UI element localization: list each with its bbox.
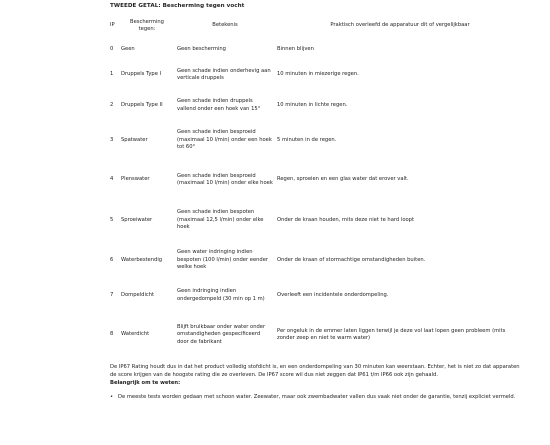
cell-meaning: Geen schade indien bespoten (maximaal 12,5 l/min) onder elke hoek (177, 209, 264, 231)
cell-ip: 5 (110, 216, 114, 223)
cell-ip: 1 (110, 71, 114, 78)
cell-meaning: Geen schade indien onderhevig aan verticale druppels (177, 67, 271, 81)
cell-practical: Onder de kraan houden, mits deze niet te hard loopt (277, 216, 414, 223)
cell-practical: 5 minuten in de regen. (277, 136, 337, 143)
cell-protection: Dompeldicht (121, 291, 155, 298)
cell-ip: 2 (110, 101, 114, 108)
cell-practical: 10 minuten in lichte regen. (277, 101, 348, 108)
ip67-paragraph: De IP67 Rating houdt dus in dat het product volledig stofdicht is, en een onderdompeling van 30 minuten kan weerstaan. Echter, het is niet zo dat apparaten de score krijgen van de hoogste rating die ze overleven. De IP67 score wil dus niet zeggen dat IP61 t/m IP66 ook zijn gehaald. (110, 364, 520, 378)
cell-ip: 3 (110, 136, 114, 143)
cell-meaning: Geen schade indien besproeid (maximaal 10 l/min) onder elke hoek (177, 172, 273, 186)
cell-practical: Per ongeluk in de emmer laten liggen terwijl je deze vol laat lopen geen probleem (mits zonder zeep en niet te warm water) (277, 327, 506, 341)
cell-ip: 4 (110, 176, 114, 183)
cell-protection: Druppels Type I (121, 71, 162, 78)
cell-protection: Druppels Type II (121, 101, 163, 108)
header-ip: IP (110, 22, 115, 29)
cell-meaning: Geen schade indien druppels vallend onder een hoek van 15° (177, 98, 261, 112)
cell-ip: 6 (110, 256, 114, 263)
table-row (110, 60, 525, 90)
cell-protection: Sproeiwater (121, 216, 153, 223)
cell-protection: Spatwater (121, 136, 148, 143)
table-row (110, 40, 525, 60)
cell-practical: Regen, sproeien en een glas water dat erover valt. (277, 176, 409, 183)
table-row (110, 241, 525, 280)
table-row (110, 90, 525, 121)
important-label: Belangrijk om te weten: (110, 380, 181, 386)
cell-meaning: Geen bescherming (177, 46, 226, 53)
table-body (110, 40, 525, 359)
ip-moisture-table (110, 12, 525, 359)
cell-protection: Waterdicht (121, 331, 150, 338)
header-meaning: Betekenis (212, 22, 238, 29)
cell-meaning: Blijft bruikbaar onder water onder omstandigheden gespecificeerd door de fabrikant (177, 323, 266, 345)
table-row (110, 280, 525, 311)
cell-ip: 0 (110, 46, 114, 53)
header-practical: Praktisch overleefd de apparatuur dit of vergelijkbaar (330, 22, 470, 29)
cell-protection: Waterbestendig (121, 256, 163, 263)
cell-ip: 7 (110, 291, 114, 298)
bullet-text: De meeste tests worden gedaan met schoon water. Zeewater, maar ook zwembadwater vallen dus vaak niet onder de garantie, tenzij expliciet vermeld. (118, 394, 516, 400)
cell-meaning: Geen water indringing indien bespoten (100 l/min) onder eender welke hoek (177, 249, 269, 271)
notes-section (110, 363, 520, 401)
table-row (110, 200, 525, 241)
cell-practical: 10 minuten in miezerige regen. (277, 71, 359, 78)
cell-practical: Overleeft een incidentele onderdompeling. (277, 291, 389, 298)
table-header-row (110, 12, 525, 40)
cell-protection: Geen (121, 46, 135, 53)
table-row (110, 121, 525, 160)
notes-bullet-list (110, 393, 520, 401)
bullet-icon: • (110, 394, 114, 400)
table-row (110, 160, 525, 200)
cell-protection: Plenswater (121, 176, 150, 183)
document-page (110, 3, 530, 401)
cell-ip: 8 (110, 331, 114, 338)
header-protection: Bescherming tegen: (130, 18, 164, 32)
cell-practical: Binnen blijven (277, 46, 314, 53)
cell-practical: Onder de kraan of stormachtige omstandigheden buiten. (277, 256, 426, 263)
section-heading: TWEEDE GETAL: Bescherming tegen vocht (110, 3, 245, 9)
cell-meaning: Geen indringing indien ondergedompeld (30 min op 1 m) (177, 288, 265, 302)
table-row (110, 311, 525, 359)
cell-meaning: Geen schade indien besproeid (maximaal 10 l/min) onder een hoek tot 60° (177, 129, 272, 151)
list-item (110, 393, 520, 401)
